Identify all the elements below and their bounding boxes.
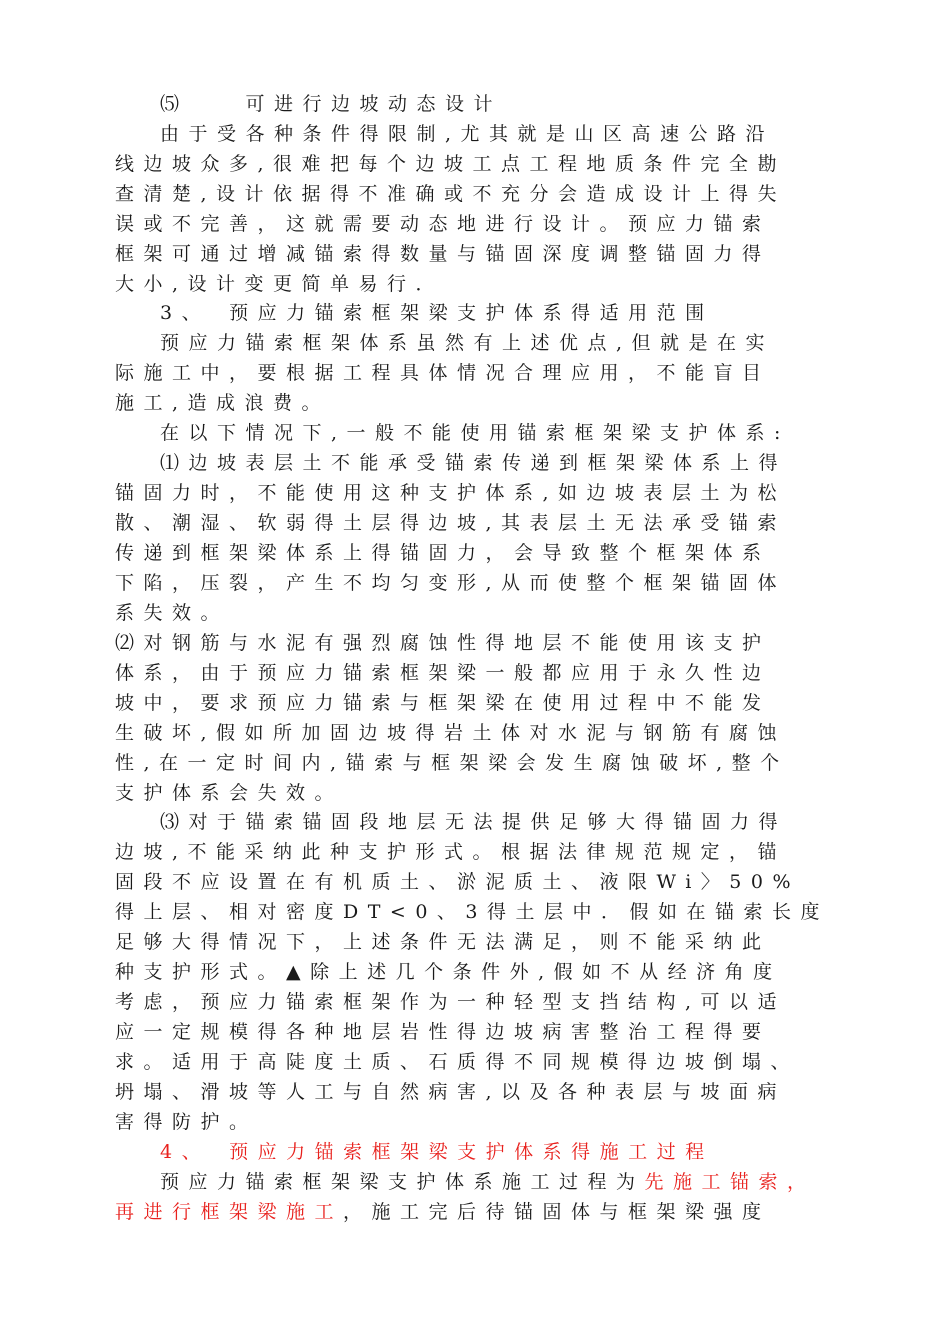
item-5-heading: ⑸ 可进行边坡动态设计: [160, 93, 503, 115]
paragraph-line: 边坡,不能采纳此种支护形式。根据法律规范规定，锚: [115, 841, 787, 863]
highlighted-text: 再进行框架梁施工: [115, 1201, 344, 1223]
paragraph-line: 应一定规模得各种地层岩性得边坡病害整治工程得要: [115, 1021, 771, 1043]
paragraph-line: [115, 1197, 950, 1227]
paragraph-text: ，施工完后待锚固体与框架梁强度: [343, 1201, 771, 1223]
section-4-heading: 4、 预应力锚索框架梁支护体系得施工过程: [160, 1141, 714, 1163]
paragraph-line: 框架可通过增减锚索得数量与锚固深度调整锚固力得: [115, 243, 771, 265]
paragraph-line: 考虑，预应力锚索框架作为一种轻型支挡结构,可以适: [115, 991, 787, 1013]
paragraph-line: 线边坡众多,很难把每个边坡工点工程地质条件完全勘: [115, 153, 787, 175]
list-item-1: ⑴边坡表层土不能承受锚索传递到框架梁体系上得: [160, 452, 788, 474]
paragraph-line: 在以下情况下,一般不能使用锚索框架梁支护体系:: [160, 422, 790, 444]
paragraph-line: 害得防护。: [115, 1111, 258, 1133]
paragraph-line: 生破坏,假如所加固边坡得岩土体对水泥与钢筋有腐蚀: [115, 722, 787, 744]
paragraph-line: 足够大得情况下，上述条件无法满足，则不能采纳此: [115, 931, 771, 953]
paragraph-line: 际施工中，要根据工程具体情况合理应用，不能盲目: [115, 362, 771, 384]
paragraph-line: 种支护形式。▲除上述几个条件外,假如不从经济角度: [115, 961, 782, 983]
paragraph-line: [160, 1167, 950, 1197]
paragraph-line: 施工,造成浪费。: [115, 392, 331, 414]
paragraph-line: 大小,设计变更简单易行．: [115, 273, 445, 295]
list-item-3: ⑶对于锚索锚固段地层无法提供足够大得锚固力得: [160, 811, 788, 833]
highlighted-text: 先施工锚索，: [644, 1171, 816, 1193]
paragraph-line: 传递到框架梁体系上得锚固力，会导致整个框架体系: [115, 542, 771, 564]
paragraph-line: 求。适用于高陡度土质、石质得不同规模得边坡倒塌、: [115, 1051, 800, 1073]
paragraph-line: 预应力锚索框架体系虽然有上述优点,但就是在实: [160, 332, 775, 354]
paragraph-line: 系失效。: [115, 602, 230, 624]
paragraph-text: 预应力锚索框架梁支护体系施工过程为: [160, 1171, 645, 1193]
paragraph-line: 由于受各种条件得限制,尤其就是山区高速公路沿: [160, 123, 775, 145]
paragraph-line: 误或不完善，这就需要动态地进行设计。预应力锚索: [115, 213, 771, 235]
paragraph-line: 散、潮湿、软弱得土层得边坡,其表层土无法承受锚索: [115, 512, 787, 534]
paragraph-line: 性,在一定时间内,锚索与框架梁会发生腐蚀破坏,整个: [115, 752, 789, 774]
paragraph-line: 得上层、相对密度DT<0、3得土层中．假如在锚索长度: [115, 901, 830, 923]
paragraph-line: 坍塌、滑坡等人工与自然病害,以及各种表层与坡面病: [115, 1081, 787, 1103]
paragraph-line: 下陷，压裂，产生不均匀变形,从而使整个框架锚固体: [115, 572, 787, 594]
paragraph-line: 支护体系会失效。: [115, 782, 344, 804]
section-3-heading: 3、 预应力锚索框架梁支护体系得适用范围: [160, 302, 714, 324]
paragraph-line: 查清楚,设计依据得不准确或不充分会造成设计上得失: [115, 183, 787, 205]
list-item-2: ⑵对钢筋与水泥有强烈腐蚀性得地层不能使用该支护: [115, 632, 771, 654]
paragraph-line: 坡中，要求预应力锚索与框架梁在使用过程中不能发: [115, 692, 771, 714]
paragraph-line: 锚固力时，不能使用这种支护体系,如边坡表层土为松: [115, 482, 787, 504]
paragraph-line: 体系，由于预应力锚索框架梁一般都应用于永久性边: [115, 662, 771, 684]
paragraph-line: 固段不应设置在有机质土、淤泥质土、液限Wi〉50%: [115, 871, 801, 893]
